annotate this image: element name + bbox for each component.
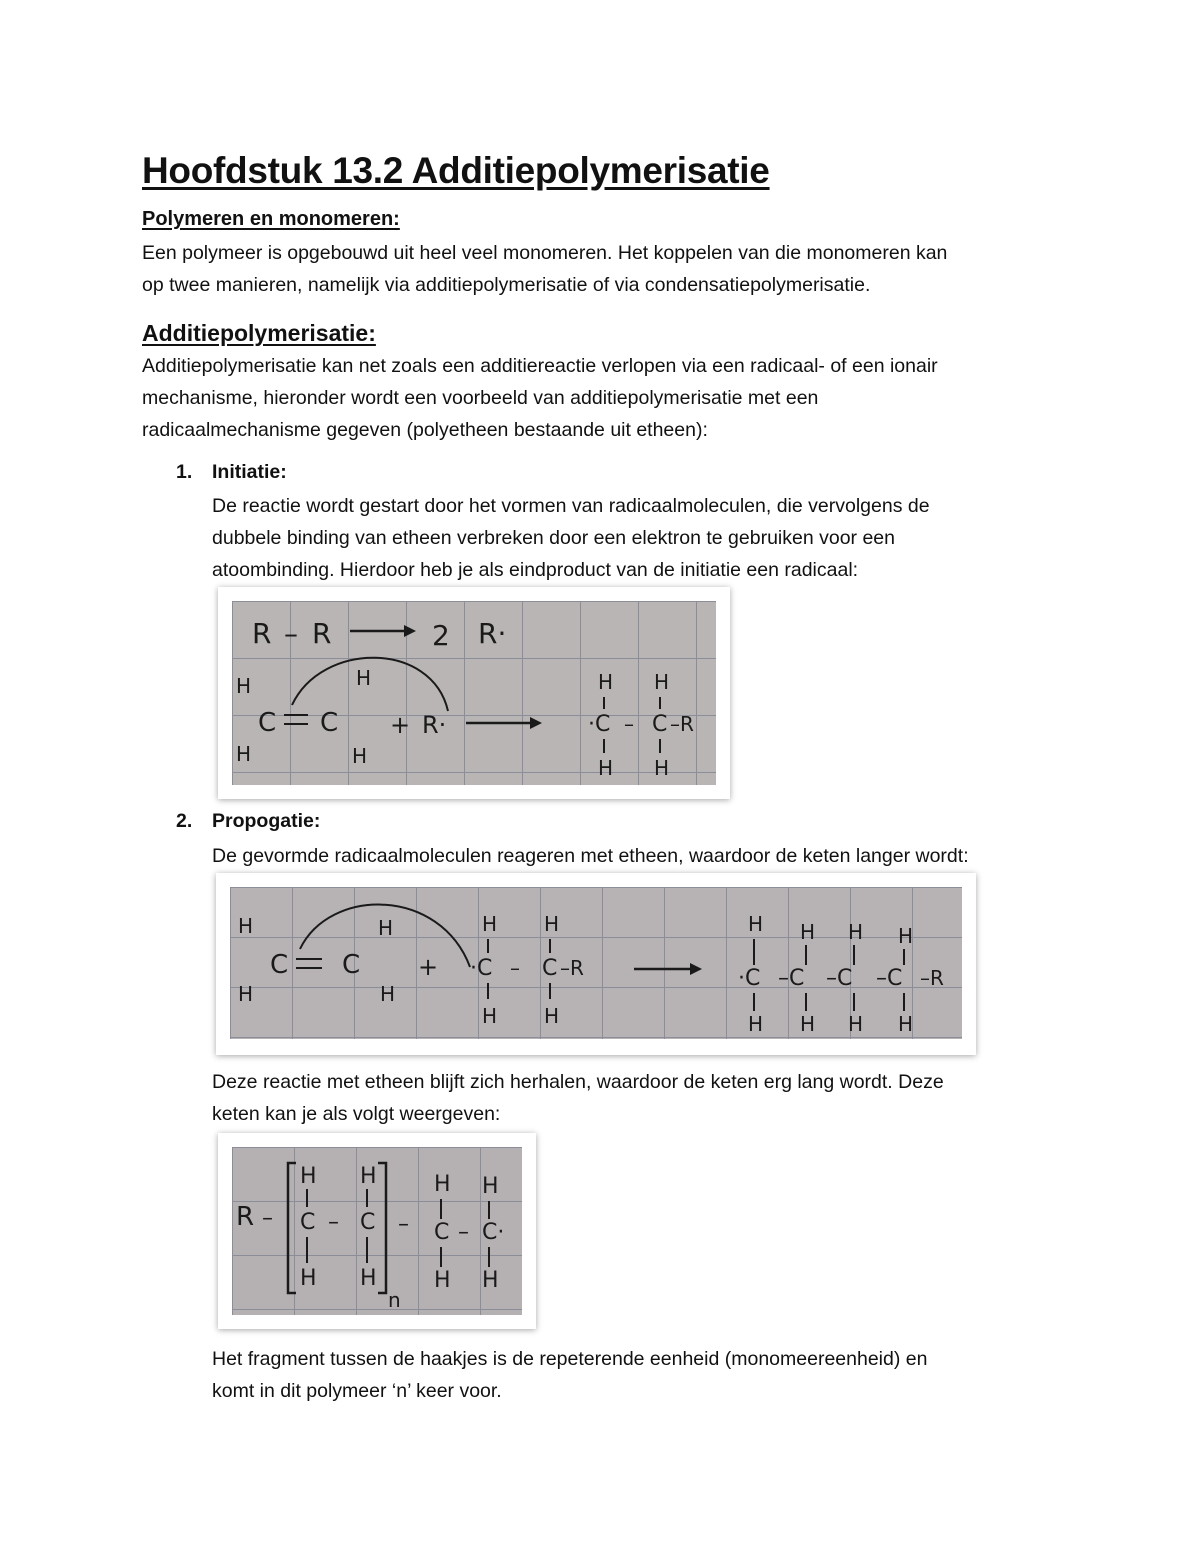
bond-label: – — [458, 1220, 469, 1245]
text-line: Additiepolymerisatie kan net zoals een additiereactie verlopen via een radicaal- of een ionair — [142, 355, 938, 377]
atom-label: H — [482, 1268, 499, 1293]
plus-sign: + — [390, 711, 411, 739]
step-number: 1. — [176, 461, 193, 483]
atom-label: H — [748, 1012, 764, 1036]
paragraph-conclusion — [212, 1343, 1072, 1407]
bond-label: – — [510, 956, 520, 980]
atom-label: C — [300, 1210, 316, 1235]
text-line: radicaalmechanisme gegeven (polyetheen bestaande uit etheen): — [142, 419, 708, 441]
atom-label: H — [598, 756, 614, 780]
atom-label: C — [542, 956, 558, 981]
handwritten-initiation-photo — [232, 601, 716, 785]
atom-label: H — [434, 1268, 451, 1293]
figure-propagation — [216, 873, 976, 1055]
atom-label: H — [482, 912, 498, 936]
text-line: dubbele binding van etheen verbreken door een elektron te gebruiken voor een — [212, 527, 895, 549]
atom-label: H — [598, 670, 614, 694]
atom-label: H — [238, 914, 254, 938]
atom-label: R — [252, 617, 272, 650]
atom-label: H — [378, 916, 394, 940]
paragraph-polymers — [142, 237, 1082, 301]
radical-carbon: ·C — [470, 956, 493, 981]
atom-label: H — [236, 674, 252, 698]
atom-label: H — [800, 920, 816, 944]
bond-label: – — [328, 1210, 339, 1235]
page-title: Hoofdstuk 13.2 Additiepolymerisatie — [142, 150, 770, 191]
chain-carbon: –C — [826, 966, 853, 991]
text-line: Het fragment tussen de haakjes is de repeterende eenheid (monomeereenheid) en — [212, 1348, 928, 1370]
grid-paper — [232, 601, 716, 785]
bond-label: – — [624, 712, 634, 736]
atom-label: C — [652, 712, 668, 737]
radical-carbon: ·C — [588, 712, 611, 737]
atom-label: H — [800, 1012, 816, 1036]
text-line: op twee manieren, namelijk via additiepolymerisatie of via condensatiepolymerisatie. — [142, 274, 871, 296]
atom-label: H — [352, 744, 368, 768]
text-line: Deze reactie met etheen blijft zich herhalen, waardoor de keten erg lang wordt. Deze — [212, 1071, 944, 1093]
text-line: komt in dit polymeer ‘n’ keer voor. — [212, 1380, 502, 1402]
text-line: Een polymeer is opgebouwd uit heel veel monomeren. Het koppelen van die monomeren kan — [142, 242, 948, 264]
plus-sign: + — [418, 953, 439, 981]
paragraph-repetition — [212, 1066, 1072, 1130]
grid-paper — [232, 1147, 522, 1315]
atom-label: R — [312, 617, 332, 650]
atom-label: H — [300, 1164, 317, 1189]
repeat-subscript: n — [388, 1288, 401, 1312]
chain-carbon: –C — [778, 966, 805, 991]
atom-label: H — [482, 1174, 499, 1199]
radical-label: R· — [422, 711, 447, 739]
atom-label: H — [654, 756, 670, 780]
atom-label: C — [320, 708, 339, 738]
atom-label: H — [360, 1266, 377, 1291]
step-title: Initiatie: — [212, 461, 287, 483]
atom-label: H — [238, 982, 254, 1006]
figure-initiation — [218, 587, 730, 799]
atom-label: H — [848, 920, 864, 944]
atom-label: H — [360, 1164, 377, 1189]
section-heading-addition: Additiepolymerisatie: — [142, 320, 376, 346]
atom-label: H — [380, 982, 396, 1006]
text-line: keten kan je als volgt weergeven: — [212, 1103, 501, 1125]
text-line: De gevormde radicaalmoleculen reageren met etheen, waardoor de keten langer wordt: — [212, 845, 969, 867]
section-heading-polymers: Polymeren en monomeren: — [142, 208, 400, 230]
radical-carbon: C· — [482, 1220, 505, 1245]
group-label: –R — [560, 956, 584, 980]
atom-label: H — [544, 912, 560, 936]
figure-repeating-unit — [218, 1133, 536, 1329]
paragraph-initiation — [212, 490, 1072, 586]
atom-label: H — [482, 1004, 498, 1028]
paragraph-propagation — [212, 840, 1092, 872]
atom-label: H — [356, 666, 372, 690]
atom-label: H — [748, 912, 764, 936]
bond-label: – — [398, 1212, 409, 1237]
bond-label: – — [284, 617, 298, 650]
atom-label: C — [258, 708, 277, 738]
handwritten-propagation-photo — [230, 887, 962, 1039]
atom-label: C — [434, 1220, 450, 1245]
atom-label: C — [342, 950, 361, 980]
step-title: Propogatie: — [212, 810, 321, 832]
radical-label: R· — [478, 617, 507, 650]
step-number: 2. — [176, 810, 193, 832]
text-line: atoombinding. Hierdoor heb je als eindproduct van de initiatie een radicaal: — [212, 559, 859, 581]
handwritten-chain-photo — [232, 1147, 522, 1315]
atom-label: H — [898, 924, 914, 948]
group-label: –R — [920, 966, 944, 990]
atom-label: C — [360, 1210, 376, 1235]
text-line: De reactie wordt gestart door het vormen van radicaalmoleculen, die vervolgens de — [212, 495, 930, 517]
atom-label: H — [848, 1012, 864, 1036]
coefficient: 2 — [432, 619, 450, 652]
bond-label: – — [262, 1206, 273, 1231]
atom-label: H — [300, 1266, 317, 1291]
group-label: –R — [670, 712, 694, 736]
text-line: mechanisme, hieronder wordt een voorbeeld van additiepolymerisatie met een — [142, 387, 819, 409]
paragraph-addition — [142, 350, 1082, 446]
atom-label: C — [270, 950, 289, 980]
group-label: R — [236, 1202, 255, 1232]
chain-carbon: –C — [876, 966, 903, 991]
atom-label: H — [898, 1012, 914, 1036]
atom-label: H — [236, 742, 252, 766]
atom-label: H — [434, 1172, 451, 1197]
atom-label: H — [544, 1004, 560, 1028]
radical-carbon: ·C — [738, 966, 761, 991]
atom-label: H — [654, 670, 670, 694]
